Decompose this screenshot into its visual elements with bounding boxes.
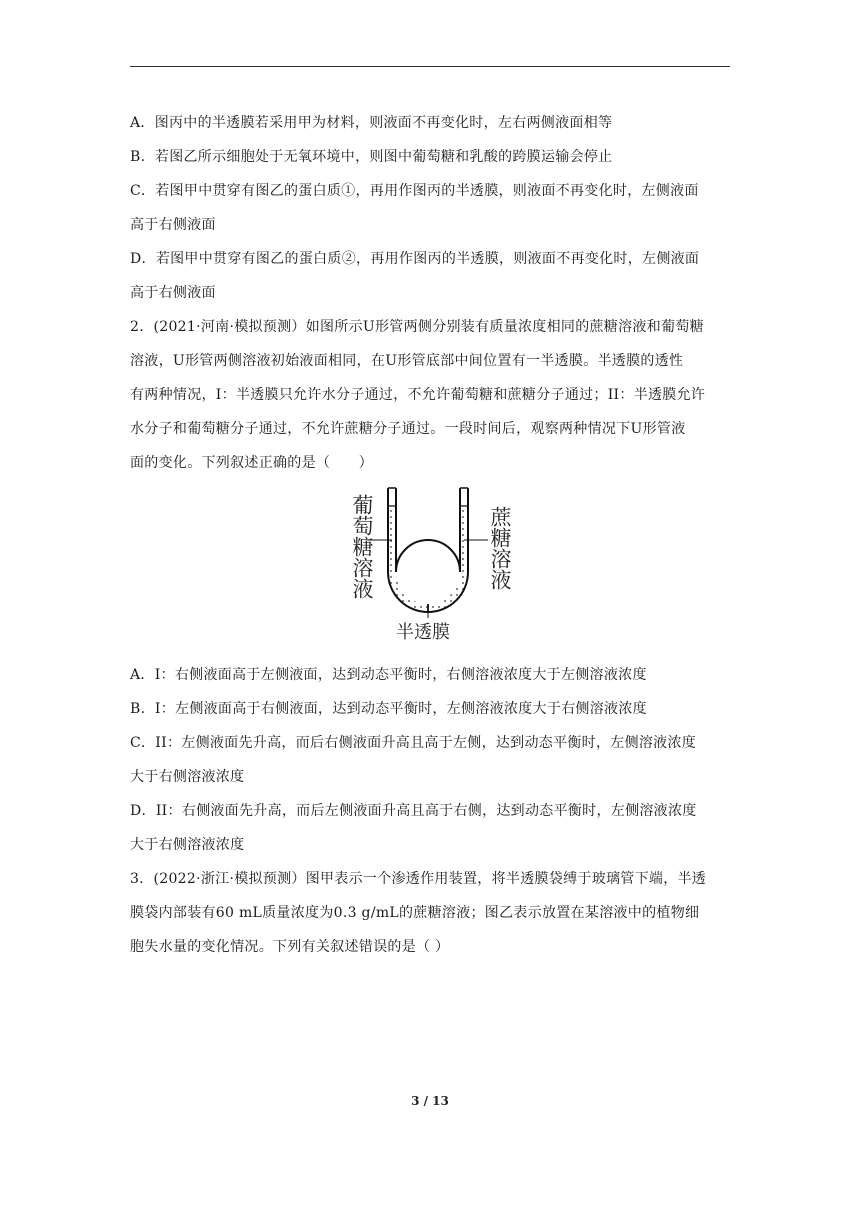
option-d-line-cont: 高于右侧液面 [130,285,216,301]
sucrose-label: 蔗糖溶液 [488,506,512,590]
solution-fill [388,506,468,612]
option-a-line: A．图丙中的半透膜若采用甲为材料，则液面不再变化时，左右两侧液面相等 [130,115,613,131]
question-2-line-1: 2．(2021·河南·模拟预测）如图所示U形管两侧分别装有质量浓度相同的蔗糖溶液和葡萄糖 [130,319,704,335]
glucose-label: 葡萄糖溶液 [350,494,374,599]
u-tube-inner-wall [396,488,460,572]
question-2-line-3: 有两种情况，I：半透膜只允许水分子通过，不允许葡萄糖和蔗糖分子通过；II：半透膜允许 [130,387,706,403]
u-tube-figure [340,484,520,644]
q2-option-d: D．II：右侧液面先升高，而后左侧液面升高且高于右侧，达到动态平衡时，左侧溶液浓度 [130,803,697,819]
option-b-line: B．若图乙所示细胞处于无氧环境中，则图中葡萄糖和乳酸的跨膜运输会停止 [130,149,613,165]
question-3-line-2: 膜袋内部装有60 mL质量浓度为0.3 g/mL的蔗糖溶液；图乙表示放置在某溶液中的植物细 [130,905,700,921]
q2-option-c-cont: 大于右侧溶液浓度 [130,769,245,785]
question-3-line-1: 3．(2022·浙江·模拟预测）图甲表示一个渗透作用装置，将半透膜袋缚于玻璃管下端，半透 [130,871,707,887]
q2-option-c: C．II：左侧液面先升高，而后右侧液面升高且高于左侧，达到动态平衡时，左侧溶液浓度 [130,735,697,751]
page-number: 3 / 13 [411,1094,449,1108]
q2-option-b: B．I：左侧液面高于右侧液面，达到动态平衡时，左侧溶液浓度大于右侧溶液浓度 [130,701,647,717]
q2-option-d-cont: 大于右侧溶液浓度 [130,837,245,853]
question-2-line-2: 溶液，U形管两侧溶液初始液面相同，在U形管底部中间位置有一半透膜。半透膜的透性 [130,353,684,369]
option-d-line: D．若图甲中贯穿有图乙的蛋白质②，再用作图丙的半透膜，则液面不再变化时，左侧液面 [130,251,700,267]
membrane-label: 半透膜 [396,622,450,643]
q2-option-a: A．I：右侧液面高于左侧液面，达到动态平衡时，右侧溶液浓度大于左侧溶液浓度 [130,667,647,683]
option-c-line: C．若图甲中贯穿有图乙的蛋白质①，再用作图丙的半透膜，则液面不再变化时，左侧液面 [130,183,699,199]
question-2-line-4: 水分子和葡萄糖分子通过，不允许蔗糖分子通过。一段时间后，观察两种情况下U形管液 [130,421,686,437]
question-3-line-3: 胞失水量的变化情况。下列有关叙述错误的是（ ） [130,939,450,955]
question-2-line-5: 面的变化。下列叙述正确的是（ ） [130,455,374,471]
header-rule [130,66,730,67]
option-c-line-cont: 高于右侧液面 [130,217,216,233]
